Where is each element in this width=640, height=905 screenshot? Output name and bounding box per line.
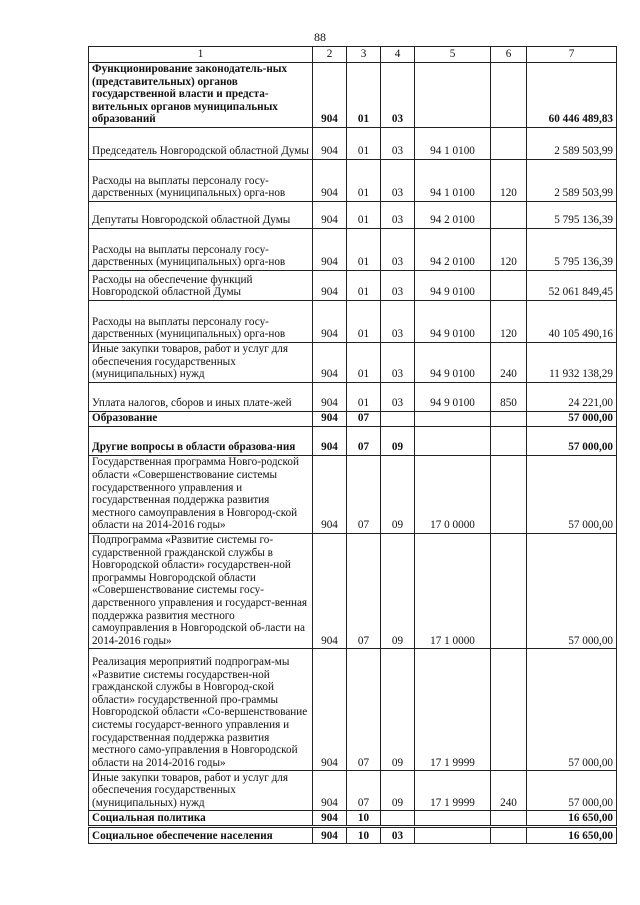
table-row [89, 771, 617, 811]
row-amount-cell: 57 000,00 [527, 533, 617, 648]
row-target-article-cell [415, 827, 491, 844]
row-name-cell: Председатель Новгородской областной Думы [89, 127, 313, 159]
row-expense-type-cell [491, 827, 527, 844]
row-section-cell: 01 [347, 127, 381, 159]
header-cell-2: 2 [313, 47, 347, 63]
row-name-cell: Другие вопросы в области образова-ния [89, 426, 313, 455]
row-section-cell: 07 [347, 533, 381, 648]
row-section-cell: 01 [347, 342, 381, 382]
row-subsection-cell: 09 [381, 426, 415, 455]
row-name-cell: Государственная программа Новго-родской области «Совершенствование системы государственного управления и государственная поддержка развития местного самоуправления в Новгород-ской области на 2014-2016 годы» [89, 455, 313, 533]
row-amount-cell: 57 000,00 [527, 771, 617, 811]
budget-table [88, 46, 617, 844]
row-subsection-cell [381, 811, 415, 827]
table-row [89, 533, 617, 648]
row-amount-cell: 57 000,00 [527, 411, 617, 426]
row-target-article-cell: 94 2 0100 [415, 228, 491, 270]
page-number: 88 [314, 30, 326, 44]
row-subsection-cell: 03 [381, 300, 415, 342]
row-name-cell: Социальное обеспечение населения [89, 827, 313, 844]
row-amount-cell: 60 446 489,83 [527, 63, 617, 128]
row-admin-code-cell: 904 [313, 827, 347, 844]
row-section-cell: 10 [347, 827, 381, 844]
row-target-article-cell: 94 9 0100 [415, 270, 491, 300]
row-expense-type-cell: 240 [491, 342, 527, 382]
header-cell-1: 1 [89, 47, 313, 63]
row-admin-code-cell: 904 [313, 270, 347, 300]
row-expense-type-cell [491, 270, 527, 300]
row-subsection-cell: 09 [381, 771, 415, 811]
row-expense-type-cell [491, 411, 527, 426]
row-amount-cell: 11 932 138,29 [527, 342, 617, 382]
row-admin-code-cell: 904 [313, 411, 347, 426]
header-cell-3: 3 [347, 47, 381, 63]
row-expense-type-cell: 120 [491, 300, 527, 342]
row-amount-cell: 16 650,00 [527, 827, 617, 844]
row-section-cell: 07 [347, 771, 381, 811]
row-target-article-cell [415, 426, 491, 455]
row-expense-type-cell: 240 [491, 771, 527, 811]
row-target-article-cell [415, 63, 491, 128]
row-name-cell: Социальная политика [89, 811, 313, 827]
row-section-cell: 07 [347, 455, 381, 533]
row-name-cell: Иные закупки товаров, работ и услуг для обеспечения государственных (муниципальных) нужд [89, 771, 313, 811]
row-expense-type-cell [491, 426, 527, 455]
row-amount-cell: 5 795 136,39 [527, 228, 617, 270]
row-amount-cell: 5 795 136,39 [527, 201, 617, 228]
row-subsection-cell: 03 [381, 228, 415, 270]
row-subsection-cell [381, 411, 415, 426]
row-admin-code-cell: 904 [313, 342, 347, 382]
row-expense-type-cell [491, 533, 527, 648]
row-amount-cell: 57 000,00 [527, 649, 617, 771]
row-section-cell: 10 [347, 811, 381, 827]
row-section-cell: 07 [347, 426, 381, 455]
row-expense-type-cell [491, 63, 527, 128]
row-amount-cell: 57 000,00 [527, 455, 617, 533]
row-admin-code-cell: 904 [313, 127, 347, 159]
row-admin-code-cell: 904 [313, 159, 347, 201]
row-subsection-cell: 03 [381, 159, 415, 201]
table-row [89, 455, 617, 533]
row-section-cell: 01 [347, 201, 381, 228]
row-amount-cell: 2 589 503,99 [527, 159, 617, 201]
row-subsection-cell: 09 [381, 649, 415, 771]
row-admin-code-cell: 904 [313, 300, 347, 342]
header-cell-5: 5 [415, 47, 491, 63]
row-admin-code-cell: 904 [313, 649, 347, 771]
row-section-cell: 01 [347, 228, 381, 270]
row-target-article-cell: 17 1 9999 [415, 649, 491, 771]
table-row [89, 228, 617, 270]
row-name-cell: Расходы на выплаты персоналу госу-дарственных (муниципальных) орга-нов [89, 300, 313, 342]
row-amount-cell: 24 221,00 [527, 382, 617, 411]
row-subsection-cell: 03 [381, 127, 415, 159]
row-target-article-cell: 94 9 0100 [415, 342, 491, 382]
row-expense-type-cell [491, 811, 527, 827]
table-row [89, 63, 617, 128]
row-subsection-cell: 03 [381, 382, 415, 411]
row-target-article-cell: 94 9 0100 [415, 382, 491, 411]
row-name-cell: Расходы на выплаты персоналу госу-дарственных (муниципальных) орга-нов [89, 159, 313, 201]
row-name-cell: Подпрограмма «Развитие системы го-сударственной гражданской службы в Новгородской области» государствен-ной программы Новгородской области «Совершенствование системы госу-дарственного управления и государст-венная поддержка развития местного самоуправления в Новгородской об-ласти на 2014-2016 годы» [89, 533, 313, 648]
header-cell-4: 4 [381, 47, 415, 63]
row-expense-type-cell: 120 [491, 228, 527, 270]
row-admin-code-cell: 904 [313, 771, 347, 811]
table-row [89, 270, 617, 300]
row-admin-code-cell: 904 [313, 533, 347, 648]
table-row [89, 127, 617, 159]
header-cell-6: 6 [491, 47, 527, 63]
row-target-article-cell: 94 1 0100 [415, 127, 491, 159]
row-target-article-cell [415, 811, 491, 827]
row-subsection-cell: 09 [381, 533, 415, 648]
row-name-cell: Расходы на выплаты персоналу госу-дарственных (муниципальных) орга-нов [89, 228, 313, 270]
row-subsection-cell: 03 [381, 270, 415, 300]
row-amount-cell: 57 000,00 [527, 426, 617, 455]
row-section-cell: 01 [347, 159, 381, 201]
row-target-article-cell: 17 0 0000 [415, 455, 491, 533]
row-target-article-cell: 17 1 9999 [415, 771, 491, 811]
row-expense-type-cell [491, 127, 527, 159]
header-row [89, 47, 617, 63]
table-row [89, 300, 617, 342]
table-body [89, 63, 617, 844]
row-amount-cell: 52 061 849,45 [527, 270, 617, 300]
row-subsection-cell: 03 [381, 201, 415, 228]
row-section-cell: 01 [347, 63, 381, 128]
row-name-cell: Депутаты Новгородской областной Думы [89, 201, 313, 228]
row-target-article-cell: 17 1 0000 [415, 533, 491, 648]
row-admin-code-cell: 904 [313, 455, 347, 533]
row-name-cell: Расходы на обеспечение функций Новгородской областной Думы [89, 270, 313, 300]
row-name-cell: Иные закупки товаров, работ и услуг для обеспечения государственных (муниципальных) нужд [89, 342, 313, 382]
row-expense-type-cell [491, 201, 527, 228]
row-subsection-cell: 03 [381, 827, 415, 844]
row-amount-cell: 16 650,00 [527, 811, 617, 827]
row-name-cell: Функционирование законодатель-ных (представительных) органов государственной власти и предста-вительных органов муниципальных образований [89, 63, 313, 128]
row-section-cell: 01 [347, 300, 381, 342]
row-expense-type-cell [491, 649, 527, 771]
table-row [89, 827, 617, 844]
row-name-cell: Уплата налогов, сборов и иных плате-жей [89, 382, 313, 411]
row-section-cell: 01 [347, 382, 381, 411]
table-row [89, 201, 617, 228]
row-target-article-cell: 94 2 0100 [415, 201, 491, 228]
row-section-cell: 07 [347, 411, 381, 426]
row-subsection-cell: 03 [381, 63, 415, 128]
row-subsection-cell: 09 [381, 455, 415, 533]
row-admin-code-cell: 904 [313, 811, 347, 827]
row-section-cell: 07 [347, 649, 381, 771]
table-row [89, 411, 617, 426]
row-target-article-cell: 94 1 0100 [415, 159, 491, 201]
row-target-article-cell [415, 411, 491, 426]
row-section-cell: 01 [347, 270, 381, 300]
row-amount-cell: 2 589 503,99 [527, 127, 617, 159]
row-name-cell: Реализация мероприятий подпрограм-мы «Развитие системы государствен-ной гражданской службы в Новгород-ской области» государственной про-граммы Новгородской области «Со-вершенствование системы государст-венного управления и государственная поддержка развития местного само-управления в Новгородской области на 2014-2016 годы» [89, 649, 313, 771]
table-row [89, 426, 617, 455]
row-admin-code-cell: 904 [313, 228, 347, 270]
row-admin-code-cell: 904 [313, 63, 347, 128]
table-row [89, 382, 617, 411]
row-name-cell: Образование [89, 411, 313, 426]
row-admin-code-cell: 904 [313, 201, 347, 228]
table-row [89, 342, 617, 382]
row-subsection-cell: 03 [381, 342, 415, 382]
table-row [89, 811, 617, 827]
row-amount-cell: 40 105 490,16 [527, 300, 617, 342]
table-row [89, 649, 617, 771]
table-row [89, 159, 617, 201]
row-admin-code-cell: 904 [313, 382, 347, 411]
row-expense-type-cell [491, 455, 527, 533]
row-admin-code-cell: 904 [313, 426, 347, 455]
row-target-article-cell: 94 9 0100 [415, 300, 491, 342]
row-expense-type-cell: 120 [491, 159, 527, 201]
header-cell-7: 7 [527, 47, 617, 63]
row-expense-type-cell: 850 [491, 382, 527, 411]
